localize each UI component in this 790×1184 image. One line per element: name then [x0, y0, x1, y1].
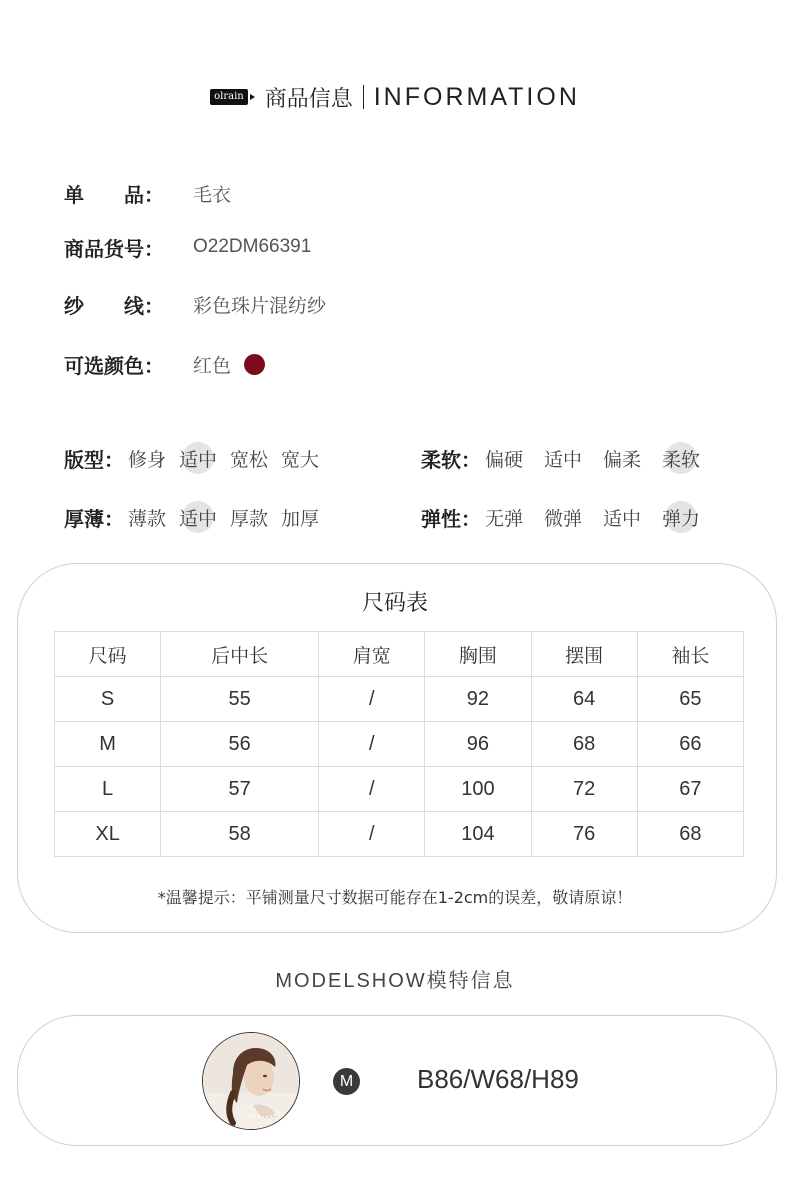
item-label — [64, 179, 164, 208]
table-cell: / — [319, 812, 425, 857]
thickness-option-thick: 厚款 — [230, 507, 269, 530]
table-cell: 66 — [637, 722, 743, 767]
table-cell: 76 — [531, 812, 637, 857]
info-row-color — [64, 349, 265, 379]
yarn-label — [64, 290, 164, 319]
table-cell: 72 — [531, 767, 637, 812]
table-cell: 100 — [425, 767, 531, 812]
elasticity-option-medium: 适中 — [603, 507, 642, 530]
fit-label: 版型： — [64, 447, 124, 472]
model-info-card — [17, 1015, 777, 1146]
header-back-length: 后中长 — [161, 632, 319, 677]
fit-option-oversize: 宽大 — [281, 448, 320, 471]
info-row-yarn — [64, 289, 326, 319]
attr-fit — [64, 443, 319, 473]
thickness-label: 厚薄： — [64, 506, 124, 531]
brand-logo-text: olrain — [210, 89, 248, 105]
table-cell: M — [55, 722, 161, 767]
header-shoulder: 肩宽 — [319, 632, 425, 677]
sku-value: O22DM66391 — [193, 236, 312, 257]
softness-option-hard: 偏硬 — [485, 448, 524, 471]
table-cell: XL — [55, 812, 161, 857]
item-label-part-1: 单 — [64, 182, 84, 207]
header-title-zh: 商品信息 — [264, 86, 353, 112]
logo-arrow-icon — [250, 94, 255, 100]
model-size-badge: M — [333, 1068, 360, 1095]
elasticity-option-none: 无弹 — [485, 507, 524, 530]
table-cell: 57 — [161, 767, 319, 812]
table-cell: 58 — [161, 812, 319, 857]
elasticity-label: 弹性： — [421, 506, 481, 531]
fit-option-loose: 宽松 — [230, 448, 269, 471]
elasticity-option-stretch: 弹力 — [662, 504, 700, 531]
model-measurements: B86/W68/H89 — [417, 1064, 579, 1094]
color-swatch[interactable] — [244, 354, 265, 375]
attr-elasticity — [421, 502, 700, 532]
table-cell: 56 — [161, 722, 319, 767]
table-cell: 96 — [425, 722, 531, 767]
measurement-note: *温馨提示：平铺测量尺寸数据可能存在1-2cm的误差，敬请原谅！ — [157, 888, 633, 907]
item-label-part-2: 品： — [124, 182, 164, 207]
fit-option-slim: 修身 — [128, 448, 167, 471]
section-header — [0, 80, 790, 114]
attr-softness — [421, 443, 700, 473]
table-row — [55, 812, 744, 857]
softness-label: 柔软： — [421, 447, 481, 472]
header-title-en: INFORMATION — [373, 82, 580, 111]
table-row — [55, 767, 744, 812]
table-cell: 92 — [425, 677, 531, 722]
attr-thickness — [64, 502, 319, 532]
table-cell: / — [319, 722, 425, 767]
softness-option-soft: 柔软 — [662, 445, 700, 472]
table-cell: 68 — [637, 812, 743, 857]
fit-option-regular: 适中 — [179, 445, 217, 472]
header-size: 尺码 — [55, 632, 161, 677]
table-row — [55, 677, 744, 722]
thickness-option-extra-thick: 加厚 — [281, 507, 320, 530]
table-cell: 55 — [161, 677, 319, 722]
table-row — [55, 722, 744, 767]
softness-option-medium: 适中 — [544, 448, 583, 471]
table-cell: L — [55, 767, 161, 812]
elasticity-option-slight: 微弹 — [544, 507, 583, 530]
size-chart-title: 尺码表 — [361, 591, 428, 616]
header-divider — [363, 85, 364, 109]
thickness-option-thin: 薄款 — [128, 507, 167, 530]
table-cell: S — [55, 677, 161, 722]
info-row-sku — [64, 232, 311, 262]
thickness-option-medium: 适中 — [179, 504, 217, 531]
color-label: 可选颜色： — [64, 353, 164, 378]
yarn-label-part-1: 纱 — [64, 293, 84, 318]
model-avatar — [202, 1032, 300, 1130]
size-table-header-row — [55, 632, 744, 677]
table-cell: 64 — [531, 677, 637, 722]
size-table — [54, 631, 744, 857]
table-cell: 65 — [637, 677, 743, 722]
yarn-value: 彩色珠片混纺纱 — [193, 295, 327, 317]
table-cell: 68 — [531, 722, 637, 767]
model-section-title: MODELSHOW模特信息 — [275, 970, 515, 992]
header-sleeve: 袖长 — [637, 632, 743, 677]
table-cell: 104 — [425, 812, 531, 857]
info-row-item — [64, 178, 231, 208]
table-cell: 67 — [637, 767, 743, 812]
header-chest: 胸围 — [425, 632, 531, 677]
color-value: 红色 — [193, 355, 232, 377]
yarn-label-part-2: 线： — [124, 293, 164, 318]
item-value: 毛衣 — [193, 184, 232, 206]
table-cell: / — [319, 677, 425, 722]
softness-option-softish: 偏柔 — [603, 448, 642, 471]
sku-label: 商品货号： — [64, 236, 164, 261]
table-cell: / — [319, 767, 425, 812]
brand-logo — [210, 89, 255, 105]
model-portrait-image — [203, 1033, 299, 1129]
header-hem: 摆围 — [531, 632, 637, 677]
